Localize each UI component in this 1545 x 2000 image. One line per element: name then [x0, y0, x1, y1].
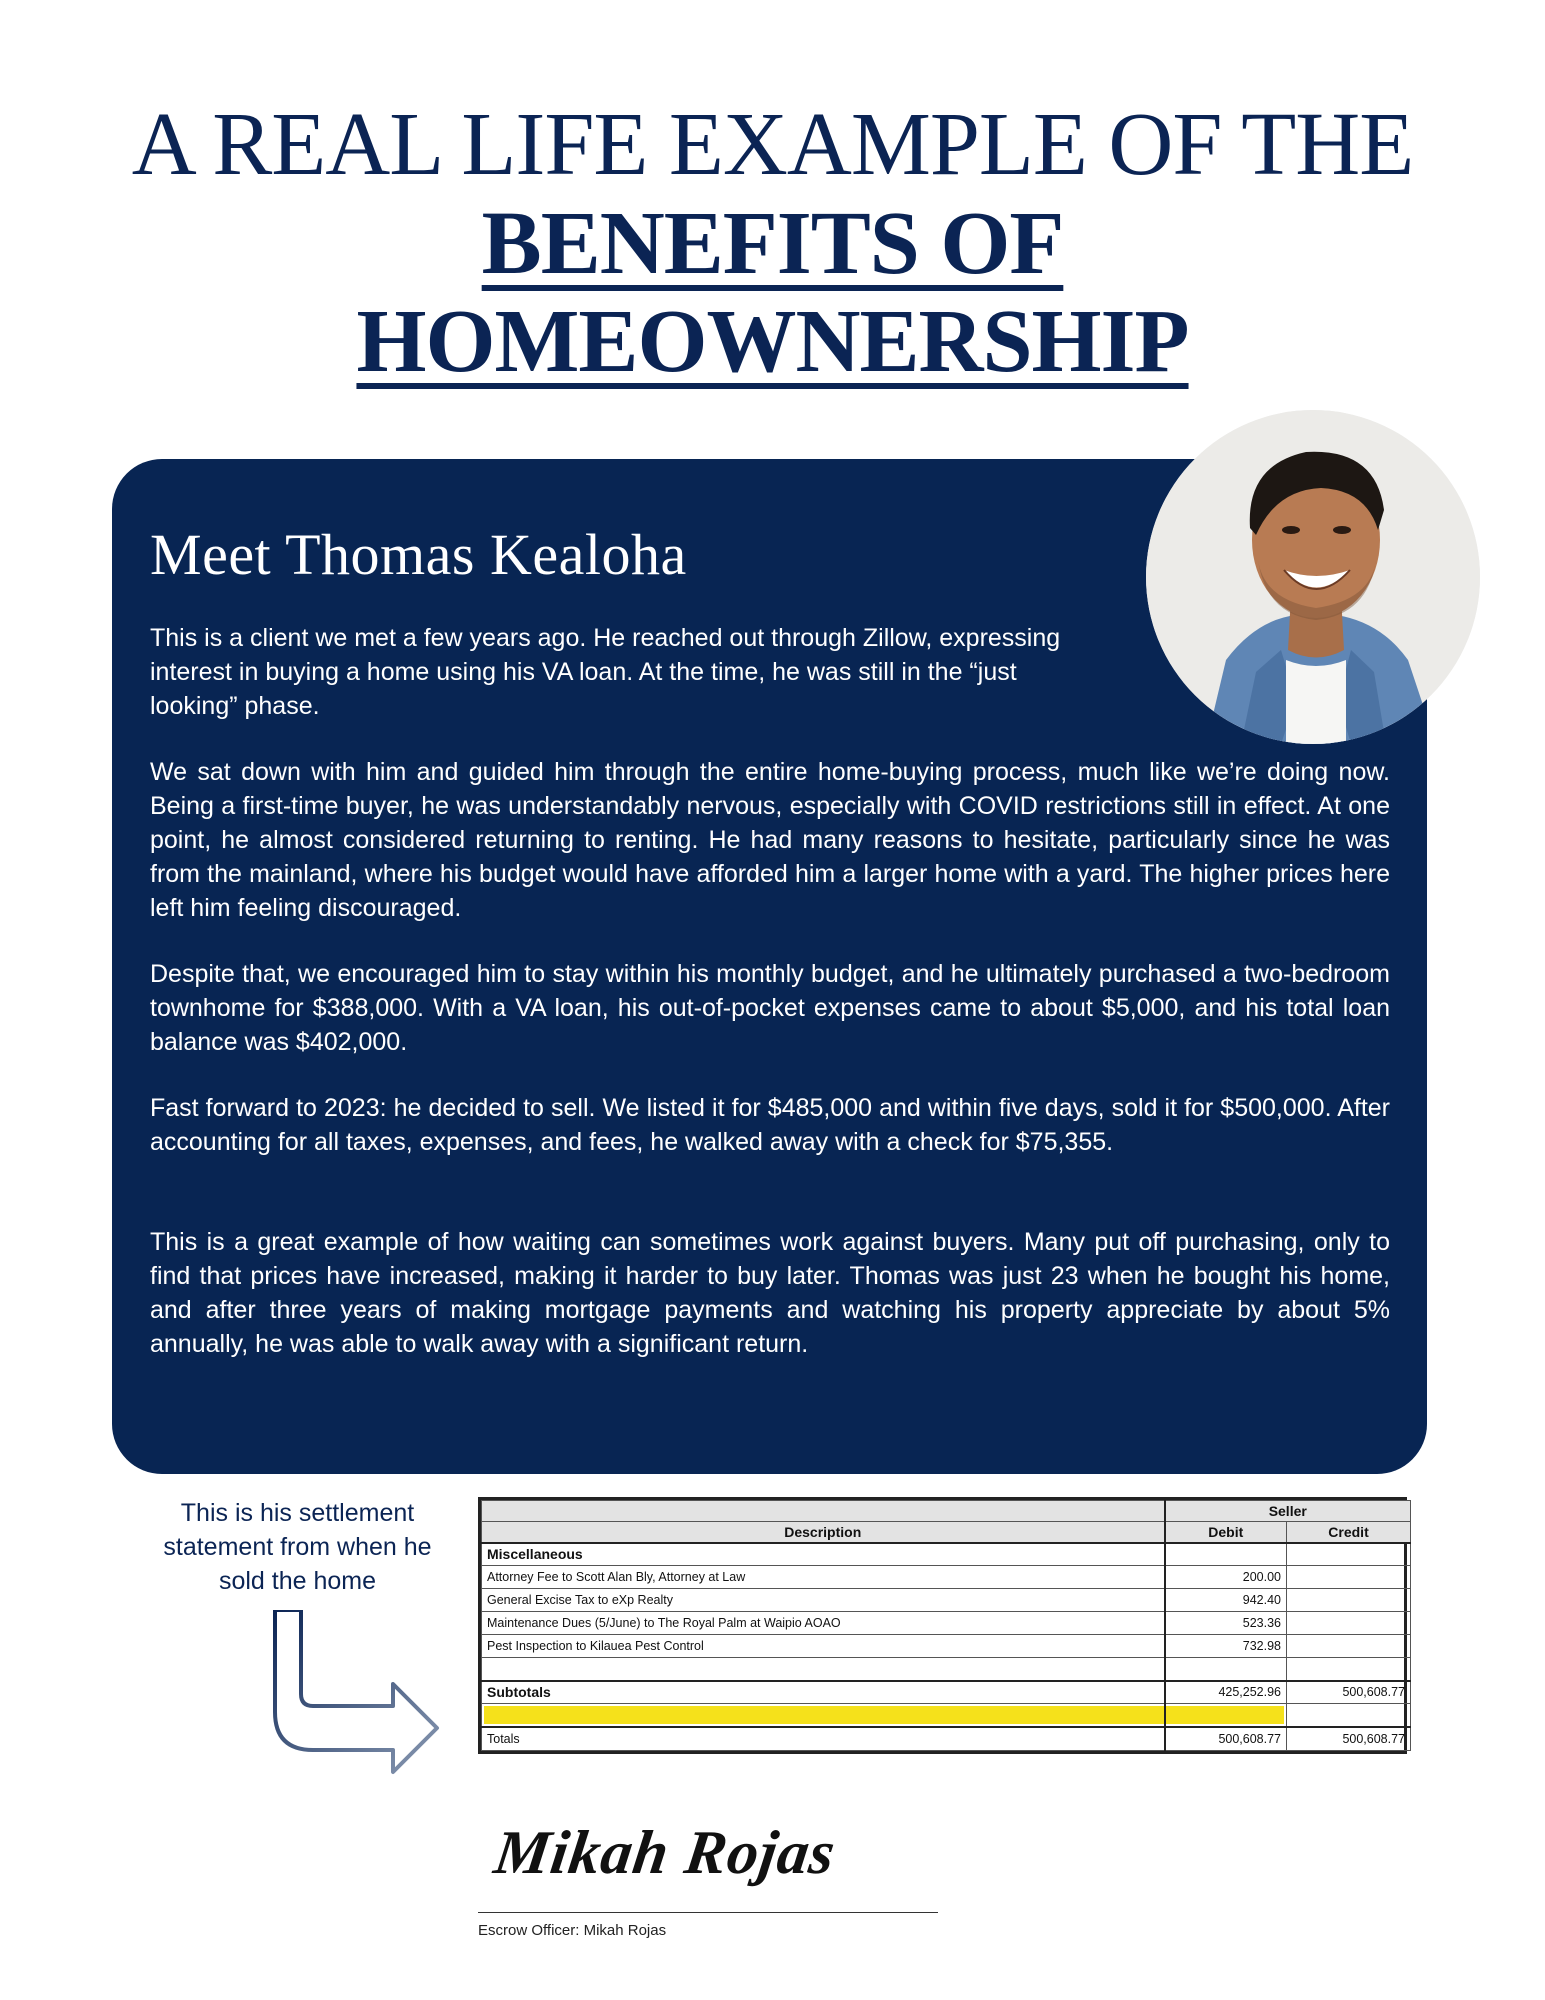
totals-debit: 500,608.77 — [1165, 1727, 1287, 1750]
row-debit: 942.40 — [1165, 1589, 1287, 1612]
cell-empty — [1165, 1658, 1287, 1681]
right-arrow-icon — [265, 1610, 445, 1790]
table-row — [482, 1635, 1411, 1658]
table-row — [482, 1612, 1411, 1635]
cell-empty — [482, 1658, 1165, 1681]
table-row — [482, 1566, 1411, 1589]
story-paragraph-3: Despite that, we encouraged him to stay within his monthly budget, and he ultimately purchased a two-bedroom townhome for $388,000. With a VA loan, his out-of-pocket expenses came to about $5,000, and his total loan balance was $402,000. — [150, 960, 1390, 1056]
row-description: Maintenance Dues (5/June) to The Royal Palm at Waipio AOAO — [482, 1612, 1165, 1635]
client-photo — [1146, 410, 1480, 744]
row-debit: 200.00 — [1165, 1566, 1287, 1589]
title-line-1: A REAL LIFE EXAMPLE OF THE — [131, 95, 1414, 194]
row-debit: 523.36 — [1165, 1612, 1287, 1635]
settlement-statement — [478, 1497, 1407, 1754]
row-debit: 732.98 — [1165, 1635, 1287, 1658]
subtotals-label: Subtotals — [482, 1681, 1165, 1704]
signature-line — [478, 1912, 938, 1913]
client-portrait-image — [1146, 410, 1480, 744]
subtotals-debit: 425,252.96 — [1165, 1681, 1287, 1704]
story-paragraph-2: We sat down with him and guided him through the entire home-buying process, much like we’re doing now. Being a first-time buyer, he was understandably nervous, especially with COVID restrictions still in effect. At one point, he almost considered returning to renting. He had many reasons to hesitate, particularly since he was from the mainland, where his budget would have afforded him a larger home with a yard. The higher prices here left him feeling discouraged. — [150, 758, 1390, 922]
statement-caption: This is his settlement statement from when he sold the home — [163, 1499, 432, 1595]
cell-empty — [1287, 1658, 1411, 1681]
cell-empty — [1287, 1704, 1411, 1728]
row-description: Pest Inspection to Kilauea Pest Control — [482, 1635, 1165, 1658]
highlight-bar — [484, 1706, 1164, 1724]
totals-credit: 500,608.77 — [1287, 1727, 1411, 1750]
row-description: General Excise Tax to eXp Realty — [482, 1589, 1165, 1612]
highlight-cell — [1165, 1704, 1287, 1728]
header-spacer — [482, 1501, 1165, 1522]
row-description: Attorney Fee to Scott Alan Bly, Attorney at Law — [482, 1566, 1165, 1589]
title-line-2: BENEFITS OF — [481, 194, 1064, 293]
row-credit — [1287, 1635, 1411, 1658]
title-emphasis-2 — [0, 293, 1545, 391]
highlight-cell — [482, 1704, 1165, 1728]
page-title — [0, 95, 1545, 391]
section-label: Miscellaneous — [482, 1543, 1165, 1566]
totals-label: Totals — [482, 1727, 1165, 1750]
highlighted-row — [482, 1704, 1411, 1728]
subtotals-credit: 500,608.77 — [1287, 1681, 1411, 1704]
story-paragraph-5: This is a great example of how waiting can sometimes work against buyers. Many put off purchasing, only to find that prices have increased, making it harder to buy later. Thomas was just 23 when he bought his home, and after three years of making mortgage payments and watching his property appreciate by about 5% annually, he was able to walk away with a significant return. — [150, 1228, 1390, 1358]
highlight-bar — [1166, 1706, 1284, 1724]
debit-column-header: Debit — [1165, 1522, 1287, 1543]
description-column-header: Description — [482, 1522, 1165, 1543]
cell-empty — [1165, 1543, 1287, 1566]
subtotals-row — [482, 1681, 1411, 1704]
row-credit — [1287, 1612, 1411, 1635]
totals-row — [482, 1727, 1411, 1750]
seller-column-group: Seller — [1165, 1501, 1411, 1522]
escrow-officer-label: Escrow Officer: Mikah Rojas — [478, 1922, 667, 1939]
table-row — [482, 1589, 1411, 1612]
credit-column-header: Credit — [1287, 1522, 1411, 1543]
row-credit — [1287, 1589, 1411, 1612]
row-credit — [1287, 1566, 1411, 1589]
client-name-heading: Meet Thomas Kealoha — [150, 522, 687, 587]
title-emphasis — [0, 195, 1545, 293]
cell-empty — [1287, 1543, 1411, 1566]
signature: Mikah Rojas — [490, 1819, 840, 1887]
title-line-3: HOMEOWNERSHIP — [356, 292, 1189, 391]
story-paragraph-1: This is a client we met a few years ago. He reached out through Zillow, expressing interest in buying a home using his VA loan. At the time, he was still in the “just looking” phase. — [150, 624, 1061, 720]
story-paragraph-4: Fast forward to 2023: he decided to sell. We listed it for $485,000 and within five days, sold it for $500,000. After accounting for all taxes, expenses, and fees, he walked away with a check for $75,355. — [150, 1094, 1390, 1156]
